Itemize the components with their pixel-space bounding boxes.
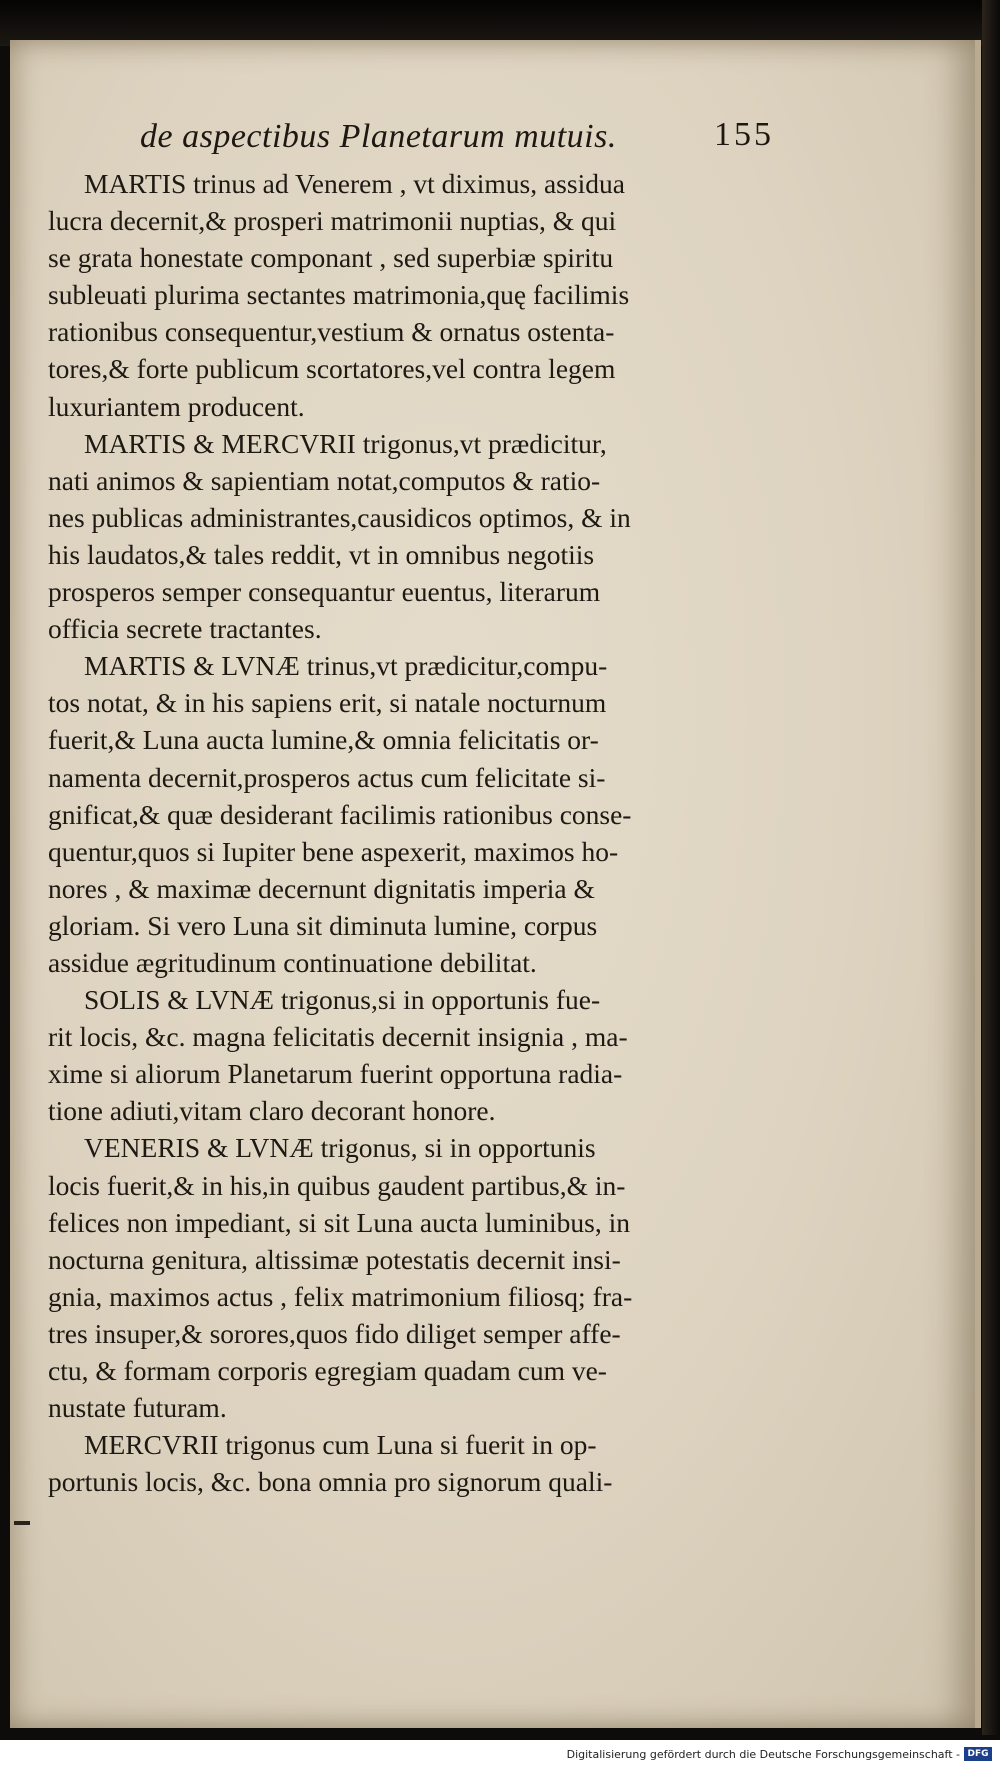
text-line: lucra decernit,& prosperi matrimonii nuptias, & qui — [48, 205, 617, 237]
text-line: subleuati plurima sectantes matrimonia,quę facilimis — [48, 279, 630, 311]
text-line: felices non impediant, si sit Luna aucta luminibus, in — [48, 1206, 630, 1238]
text-line: gloriam. Si vero Luna sit diminuta lumine, corpus — [48, 909, 598, 941]
text-line: gnia, maximos actus , felix matrimonium filiosq; fra- — [48, 1280, 633, 1312]
text-line: officia secrete tractantes. — [48, 613, 322, 645]
text-line: quentur,quos si Iupiter bene aspexerit, maximos ho- — [48, 835, 619, 867]
text-line: fuerit,& Luna aucta lumine,& omnia felicitatis or- — [48, 724, 599, 756]
text-line: tres insuper,& sorores,quos fido diliget semper affe- — [48, 1317, 621, 1349]
text-line: tos notat, & in his sapiens erit, si natale nocturnum — [48, 687, 607, 719]
text-line: tores,& forte publicum scortatores,vel contra legem — [48, 353, 616, 385]
text-line: MARTIS & MERCVRII trigonus,vt prædicitur, — [84, 427, 607, 459]
text-line: prosperos semper consequantur euentus, literarum — [48, 576, 601, 608]
text-line: SOLIS & LVNÆ trigonus,si in opportunis fue- — [84, 984, 601, 1016]
text-line: nocturna genitura, altissimæ potestatis decernit insi- — [48, 1243, 621, 1275]
text-line: MARTIS trinus ad Venerem , vt diximus, assidua — [84, 168, 625, 199]
text-line: nes publicas administrantes,causidicos optimos, & in — [48, 501, 631, 533]
text-line: assidue ægritudinum continuatione debilitat. — [48, 946, 537, 978]
text-line: locis fuerit,& in his,in quibus gaudent partibus,& in- — [48, 1169, 626, 1201]
text-line: xime si aliorum Planetarum fuerint opportuna radia- — [48, 1058, 623, 1090]
text-line: portunis locis, &c. bona omnia pro signorum quali- — [48, 1466, 613, 1498]
text-line: rit locis, &c. magna felicitatis decernit insignia , ma- — [48, 1021, 628, 1053]
text-line: gnificat,& quæ desiderant facilimis rationibus conse- — [48, 798, 632, 830]
running-head: de aspectibus Planetarum mutuis. — [140, 118, 617, 155]
margin-mark — [14, 1521, 30, 1525]
text-line: VENERIS & LVNÆ trigonus, si in opportunis — [84, 1132, 596, 1164]
text-line: nustate futuram. — [48, 1392, 227, 1424]
text-line: nati animos & sapientiam notat,computos & ratio- — [48, 464, 601, 496]
text-line: se grata honestate componant , sed superbiæ spiritu — [48, 242, 614, 274]
page-edge — [982, 0, 1000, 1735]
text-line: MARTIS & LVNÆ trinus,vt prædicitur,compu- — [84, 650, 608, 682]
text-line: namenta decernit,prosperos actus cum felicitate si- — [48, 761, 606, 793]
text-line: MERCVRII trigonus cum Luna si fuerit in op- — [84, 1429, 597, 1461]
footer-credit: Digitalisierung gefördert durch die Deutsche Forschungsgemeinschaft - — [566, 1748, 960, 1761]
text-line: luxuriantem producent. — [48, 390, 305, 422]
text-line: tione adiuti,vitam claro decorant honore. — [48, 1095, 496, 1127]
text-line: his laudatos,& tales reddit, vt in omnibus negotiis — [48, 538, 595, 570]
text-line: ctu, & formam corporis egregiam quadam cum ve- — [48, 1355, 607, 1386]
text-line: rationibus consequentur,vestium & ornatus ostenta- — [48, 316, 615, 348]
dfg-logo-icon: DFG — [964, 1747, 992, 1761]
text-line: nores , & maximæ decernunt dignitatis imperia & — [48, 872, 595, 904]
page-number: 155 — [714, 116, 774, 153]
body-text — [48, 165, 782, 1500]
